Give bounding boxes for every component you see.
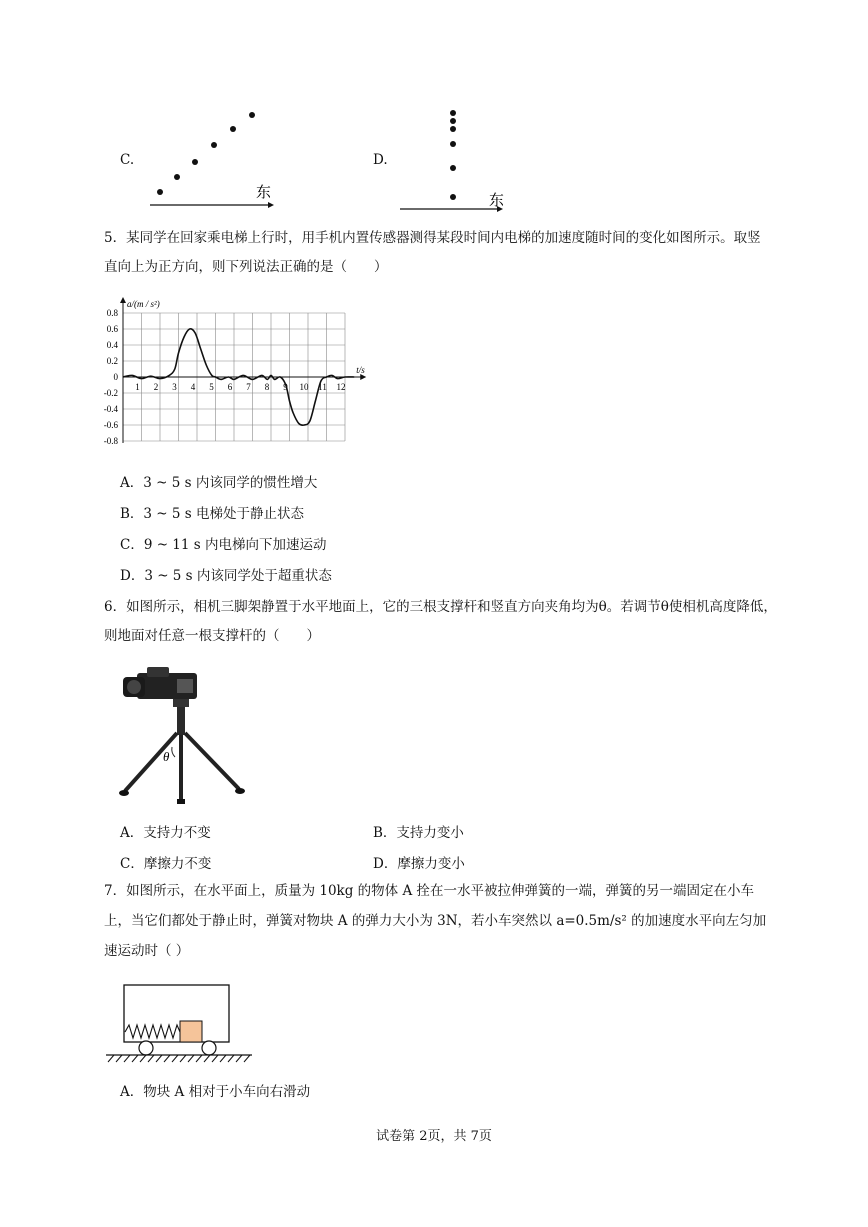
q5-option-b: B．3 ~ 5 s 电梯处于静止状态 bbox=[120, 506, 305, 522]
x-tick-label: 11 bbox=[318, 382, 327, 392]
x-tick-label: 3 bbox=[172, 382, 177, 392]
x-tick-label: 2 bbox=[153, 382, 159, 392]
cart-spring-figure bbox=[100, 980, 260, 1070]
option-d-label: D. bbox=[373, 152, 388, 168]
y-tick-label: 0.2 bbox=[106, 356, 118, 366]
x-axis-label: t/s bbox=[356, 365, 365, 375]
y-axis-arrow bbox=[120, 297, 126, 303]
y-tick-label: -0.2 bbox=[103, 388, 118, 398]
q6-option-c: C．摩擦力不变 bbox=[120, 856, 212, 872]
x-tick-label: 4 bbox=[190, 382, 196, 392]
q5-option-d: D．3 ~ 5 s 内该同学处于超重状态 bbox=[120, 568, 332, 584]
q5-stem-line1: 5．某同学在回家乘电梯上行时，用手机内置传感器测得某段时间内电梯的加速度随时间的变化如图所示。取竖 bbox=[104, 230, 761, 246]
y-tick-label: 0 bbox=[113, 372, 118, 382]
q7-stem-line2: 上，当它们都处于静止时，弹簧对物块 A 的弹力大小为 3N，若小车突然以 a=0.5m/s² 的加速度水平向左匀加 bbox=[104, 913, 767, 929]
y-tick-label: -0.8 bbox=[103, 436, 118, 446]
page-footer: 试卷第 2页，共 7页 bbox=[376, 1129, 492, 1144]
q7-option-a: A．物块 A 相对于小车向右滑动 bbox=[120, 1084, 311, 1100]
q6-stem-line2: 则地面对任意一根支撑杆的（ ） bbox=[104, 628, 320, 644]
q7-stem-line1: 7．如图所示，在水平面上，质量为 10kg 的物体 A 拴在一水平被拉伸弹簧的一端，弹簧的另一端固定在小车 bbox=[104, 883, 755, 899]
x-tick-label: 10 bbox=[299, 382, 309, 392]
x-tick-label: 6 bbox=[227, 382, 233, 392]
q6-stem-line1: 6．如图所示，相机三脚架静置于水平地面上，它的三根支撑杆和竖直方向夹角均为θ。若调节θ使相机高度降低， bbox=[104, 599, 777, 615]
tripod-camera-figure bbox=[115, 665, 255, 807]
q7-stem-line3: 速运动时（ ） bbox=[104, 943, 190, 959]
y-tick-label: 0.8 bbox=[106, 308, 118, 318]
y-tick-label: 0.6 bbox=[106, 324, 118, 334]
x-tick-label: 1 bbox=[135, 382, 140, 392]
x-tick-label: 5 bbox=[209, 382, 214, 392]
acceleration-time-chart bbox=[98, 290, 388, 458]
q6-option-a: A．支持力不变 bbox=[120, 825, 211, 841]
q5-option-a: A．3 ~ 5 s 内该同学的惯性增大 bbox=[120, 475, 318, 491]
x-tick-label: 9 bbox=[283, 382, 288, 392]
option-c-label: C. bbox=[120, 152, 135, 168]
x-tick-label: 8 bbox=[264, 382, 270, 392]
q6-option-d: D．摩擦力变小 bbox=[373, 856, 465, 872]
q5-stem-line2: 直向上为正方向，则下列说法正确的是（ ） bbox=[104, 259, 388, 275]
theta-label: θ bbox=[163, 749, 170, 764]
y-tick-label: -0.4 bbox=[103, 404, 118, 414]
y-axis-label: a/(m / s²) bbox=[127, 299, 160, 309]
x-tick-label: 7 bbox=[246, 382, 251, 392]
axis-label-d: 东 bbox=[489, 193, 505, 209]
block-a bbox=[180, 1021, 202, 1042]
option-d-diagram bbox=[395, 105, 520, 215]
x-tick-label: 12 bbox=[336, 382, 346, 392]
y-tick-label: 0.4 bbox=[106, 340, 118, 350]
axis-label-c: 东 bbox=[256, 185, 272, 201]
y-tick-label: -0.6 bbox=[103, 420, 118, 430]
option-c-diagram bbox=[140, 105, 280, 215]
q6-option-b: B．支持力变小 bbox=[373, 825, 464, 841]
q5-option-c: C．9 ~ 11 s 内电梯向下加速运动 bbox=[120, 537, 327, 553]
